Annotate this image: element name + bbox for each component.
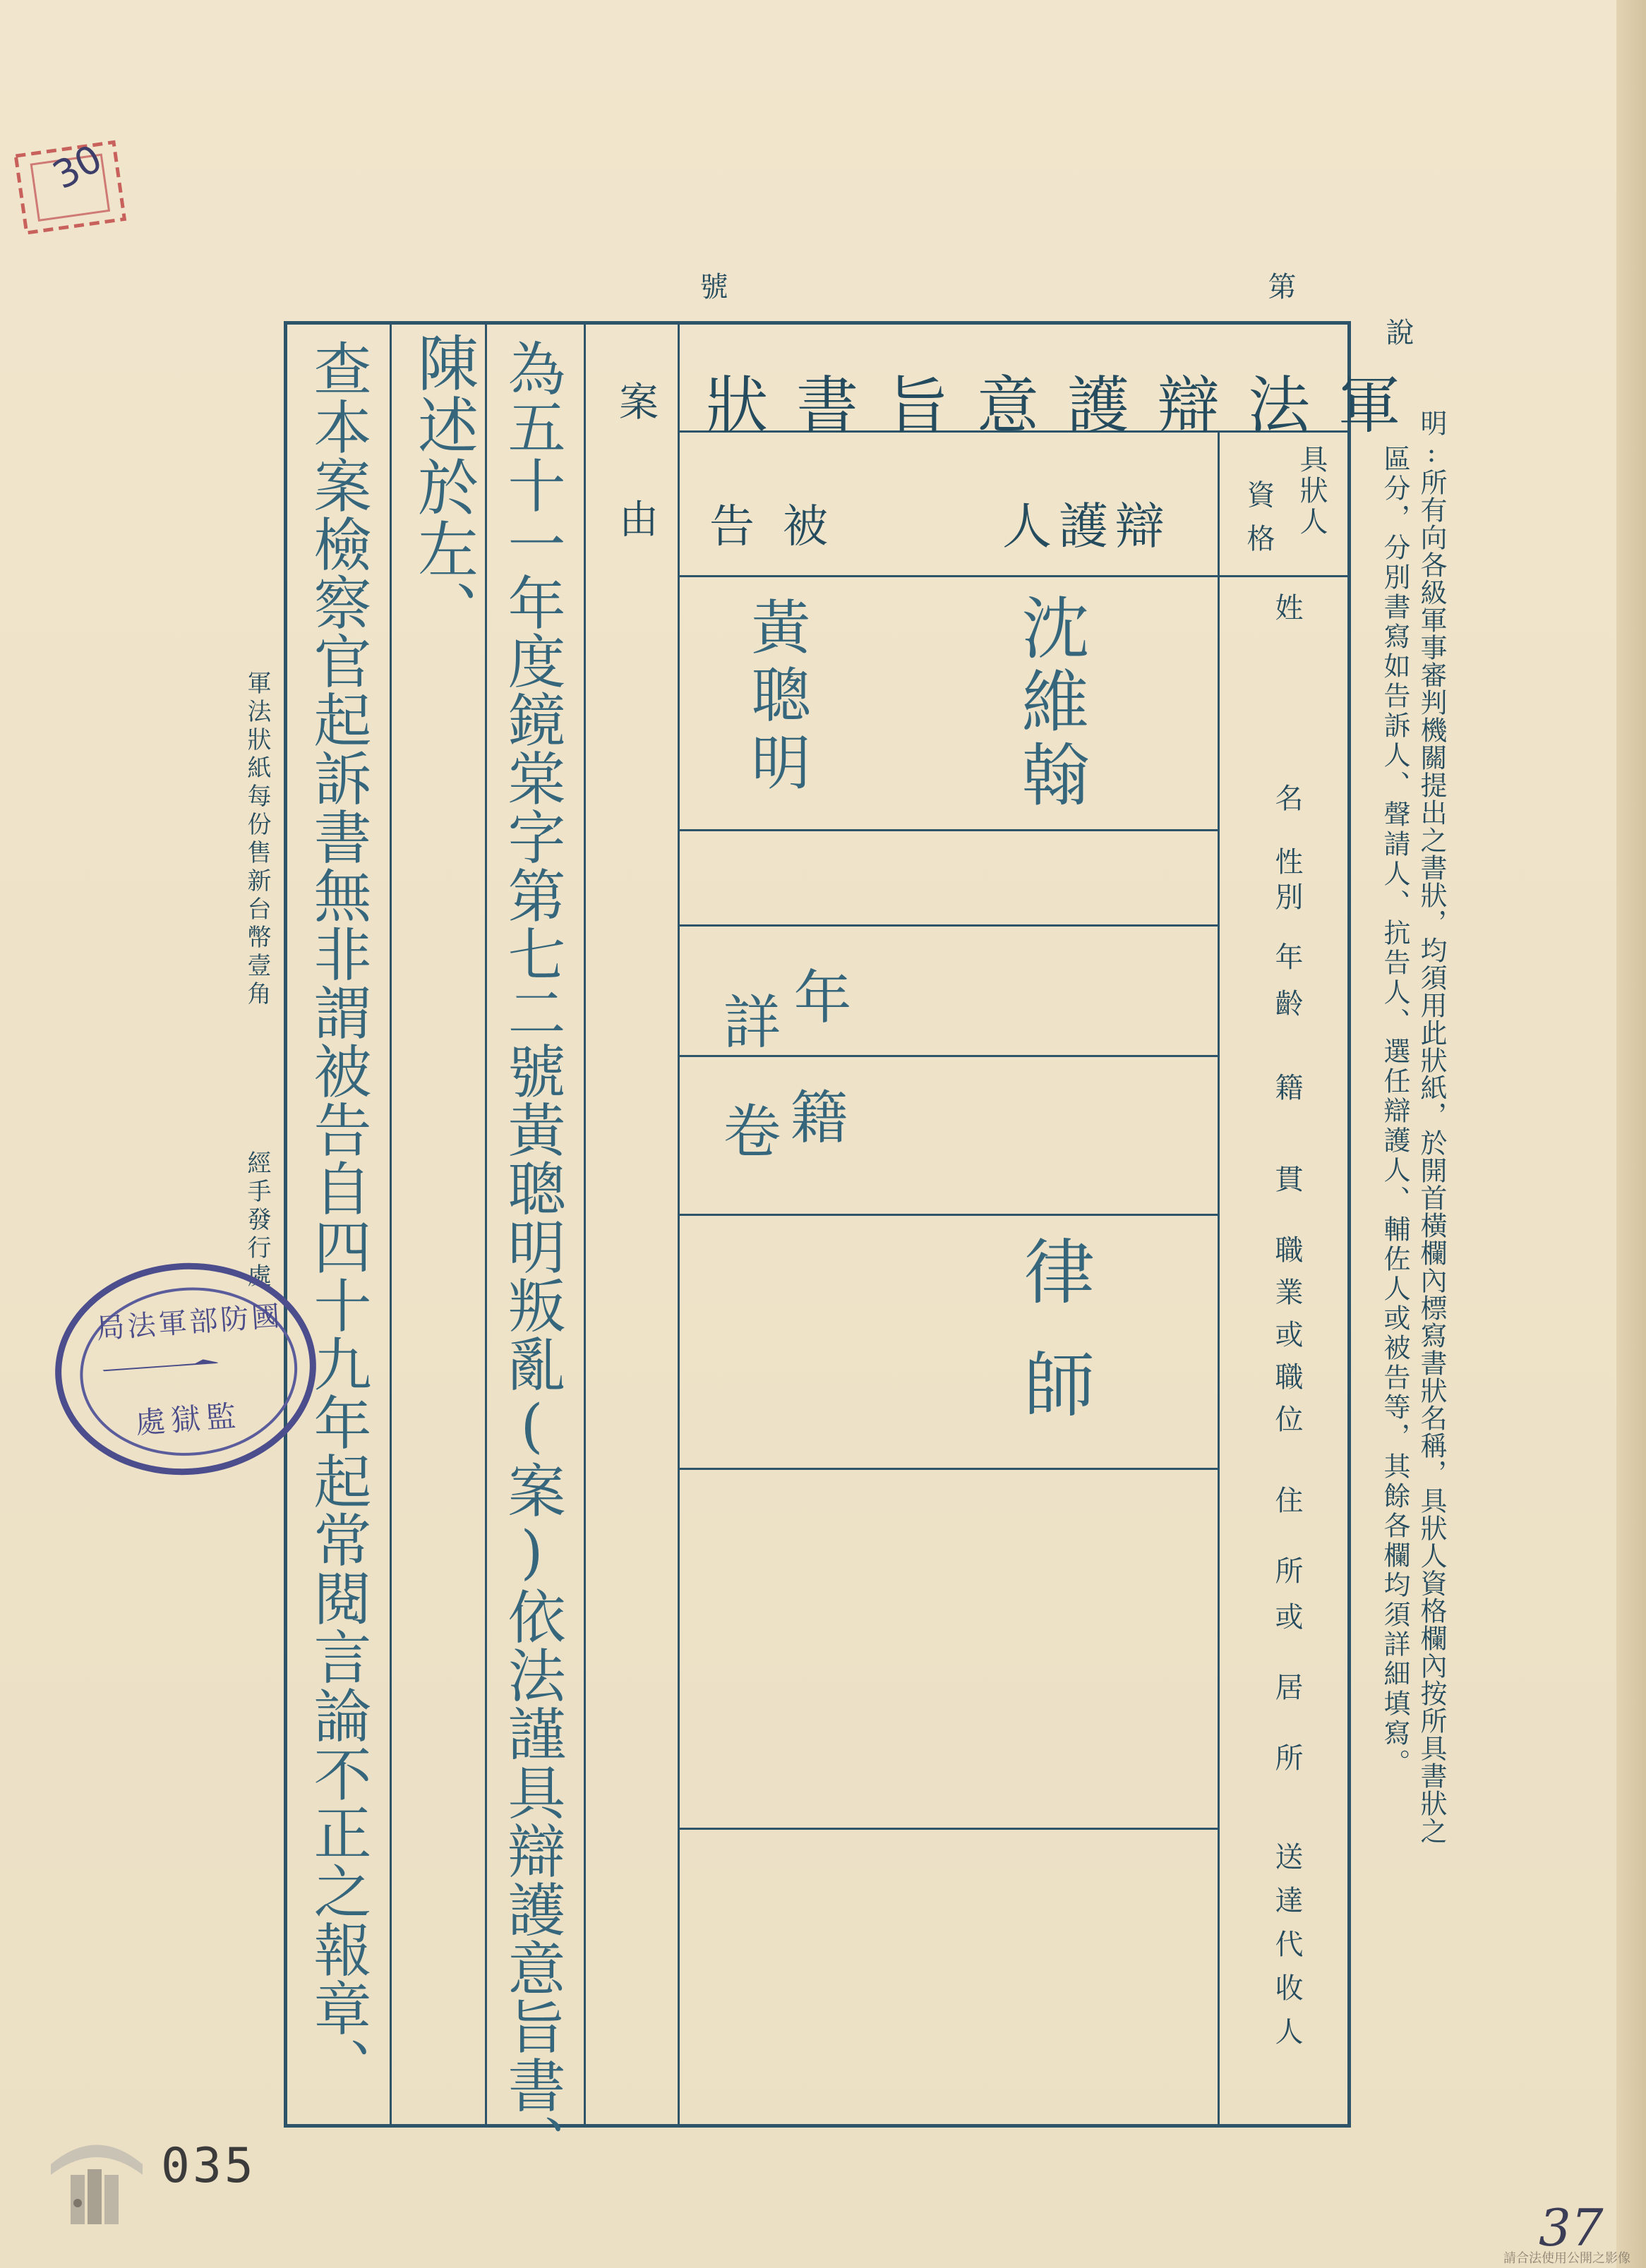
qual-line-head [1218,575,1351,577]
defendant-origin-mark-2: 卷 [714,1101,781,1159]
row-line-role [678,575,1218,577]
instructions-head: 說 [1381,318,1414,346]
archive-books-icon [44,2125,150,2231]
row-line-occupation [678,1468,1218,1470]
folio-number: 37 [1539,2198,1604,2257]
row-label-occupation: 職業或職位 [1270,1235,1303,1447]
divider-col-1 [584,321,586,2128]
header-di-label: 第 [1263,272,1296,300]
defendant-role: 被告 [709,501,856,553]
seal-top-text: 國防部軍法局 [95,1300,284,1346]
body-column-1: 為五十一年度鏡棠字第七二號黃聰明叛亂(案)依法謹具辯護意旨書、 [498,339,565,2173]
defendant-age-mark-2: 詳 [714,991,781,1049]
row-line-residence [678,1828,1218,1830]
instructions-line-2: 區分，分別書寫如告訴人、聲請人、抗告人、選任辯護人、輔佐人或被告等，其餘各欄均須詳細填寫。 [1379,445,1410,1778]
archive-logo [44,2125,150,2231]
row-line-gender [678,924,1218,927]
row-label-name-1: 姓 [1270,593,1303,628]
form-title: 軍法辯護意旨書狀 [706,369,1429,442]
row-label-origin-1: 籍 [1270,1073,1303,1108]
defender-name: 沈維翰 [1011,593,1090,813]
row-line-name [678,829,1218,831]
defendant-age-mark-1: 年 [784,967,851,1025]
row-line-origin [678,1214,1218,1216]
body-column-3: 查本案檢察官起訴書無非謂被告自四十九年起常閱言論不正之報章、 [304,339,371,2096]
row-label-residence-2: 或居所 [1270,1602,1303,1814]
divider-qual [1218,430,1220,2124]
row-line-age [678,1055,1218,1057]
page-number: 035 [161,2138,256,2194]
qualification-header-2: 資格 [1242,480,1275,567]
qualification-header-1: 具狀人 [1295,445,1328,538]
red-stamp-number: 30 [45,135,109,198]
paper-edge [1616,0,1646,2268]
row-label-origin-2: 貫 [1270,1164,1303,1200]
instructions-line-1: 明:所有向各級軍事審判機關提出之書狀，均須用此狀紙，於開首橫欄內標寫書狀名稱，具狀人資格欄內按所具書狀之 [1416,409,1447,1845]
row-label-age: 年齡 [1270,942,1303,1035]
body-column-2: 陳述於左、 [407,332,478,642]
divider-case [678,321,680,2128]
header-no-label: 號 [695,272,728,300]
case-label: 案由 [613,381,659,615]
seal-middle-text: 一 [95,1341,226,1399]
row-label-name-2: 名 [1270,783,1303,819]
defendant-origin-mark-1: 籍 [781,1087,848,1145]
seal-bottom-text: 監獄處 [134,1398,243,1441]
row-label-gender: 性別 [1270,847,1303,917]
handler-note: 經手發行處 [243,1150,271,1291]
red-archive-stamp [8,133,140,248]
row-label-agent: 送達代收人 [1270,1842,1303,2061]
price-note: 軍法狀紙每份售新台幣壹角 [243,670,271,1009]
divider-col-3 [390,321,392,2128]
defender-occupation: 律師 [1012,1235,1095,1461]
footer-note: 請合法使用公開之影像 [1503,2251,1630,2266]
row-label-residence-1: 住所 [1270,1485,1303,1627]
defendant-name: 黃聰明 [742,596,811,800]
defender-role: 辯護人 [1002,497,1172,555]
